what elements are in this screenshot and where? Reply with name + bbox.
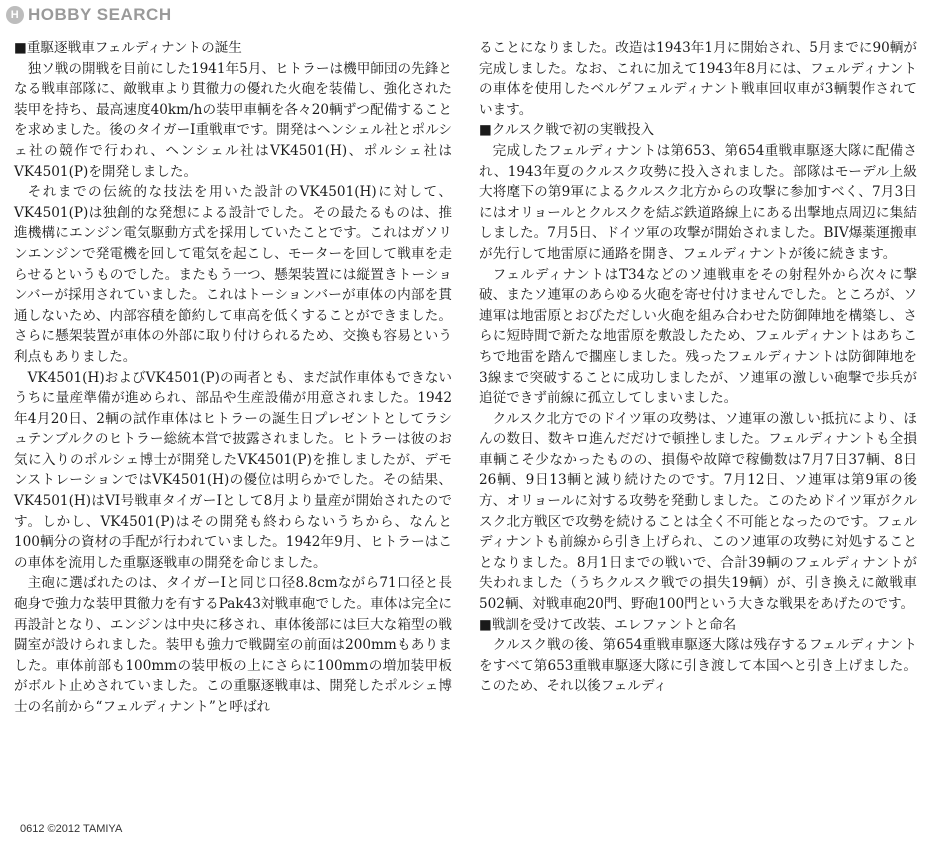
- section-heading-birth: ■ 重駆逐戦車フェルディナントの誕生: [14, 38, 452, 59]
- section-heading-elefant: ■ 戦訓を受けて改装、エレファントと命名: [479, 615, 917, 636]
- paragraph: クルスク戦の後、第654重戦車駆逐大隊は残存するフェルディナントをすべて第653重戦車駆逐大隊に引き渡して本国へと引き上げました。このため、それ以後フェルディ: [479, 637, 917, 695]
- paragraph: 主砲に選ばれたのは、タイガーIと同じ口径8.8cmながら71口径と長砲身で強力な装甲貫徹力を有するPak43対戦車砲でした。車体は完全に再設計となり、エンジンは中央に移され、車体後部には巨大な箱型の戦闘室が設けられました。装甲も強力で戦闘室の前面は200mmもありました。車体前部も100mmの装甲板の上にさらに100mmの増加装甲板がボルト止めされていました。この重駆逐戦車は、開発したポルシェ博士の名前から“フェルディナント”と呼ばれ: [14, 575, 452, 715]
- paragraph: 完成したフェルディナントは第653、第654重戦車駆逐大隊に配備され、1943年夏のクルスク攻勢に投入されました。部隊はモーデル上級大将麾下の第9軍によるクルスク北方からの攻撃に参加すべく、7月3日にはオリョールとクルスクを結ぶ鉄道路線上にある出撃地点周辺に集結しました。7月5日、ドイツ軍の攻撃が開始されました。BIV爆薬運搬車が先行して地雷原に通路を開き、フェルディナントが後に続きます。: [479, 142, 917, 262]
- paragraph: VK4501(H)およびVK4501(P)の両者とも、まだ試作車体もできないうちに量産準備が進められ、部品や生産設備が用意されました。1942年4月20日、2輌の試作車体はヒトラーの誕生日プレゼントとしてラシュテンブルクのヒトラー総統本営で披露されました。ヒトラーは彼のお気に入りのポルシェ博士が開発したVK4501(P)を推しましたが、デモンストレーションではVK4501(H)の優位は明らかでした。その結果、VK4501(H)はVI号戦車タイガーIとして8月より量産が開始されたのです。しかし、VK4501(P)はその開発も終わらないうちから、なんと100輌分の資材の手配が行われていました。1942年9月、ヒトラーはこの車体を流用した重駆逐戦車の開発を命じました。: [14, 369, 452, 571]
- paragraph: ることになりました。改造は1943年1月に開始され、5月までに90輌が完成しました。なお、これに加えて1943年8月には、フェルディナントの車体を使用したベルゲフェルディナント戦車回収車が3輌製作されています。: [479, 40, 917, 118]
- paragraph: フェルディナントはT34などのソ連戦車をその射程外から次々に撃破、またソ連軍のあらゆる火砲を寄せ付けませんでした。ところが、ソ連軍は地雷原とおびただしい火砲を組み合わせた防御陣地を構築し、さらに短時間で新たな地雷原を敷設したため、フェルディナントはあちこちで地雷を踏んで擱座しました。残ったフェルディナントは防御陣地を3線まで突破することに成功しましたが、ソ連軍の激しい砲撃で歩兵が追従できず前線に孤立してしまいました。: [479, 266, 917, 407]
- section-heading-kursk: ■ クルスク戦で初の実戦投入: [479, 120, 917, 141]
- left-column: [14, 38, 452, 718]
- hobby-search-logo: [6, 4, 172, 26]
- paragraph: それまでの伝統的な技法を用いた設計のVK4501(H)に対して、VK4501(P)は独創的な発想による設計でした。その最たるものは、推進機構にエンジン電気駆動方式を採用していたことです。これはガソリンエンジンで発電機を回して電気を起こし、モーターを回して戦車を走らせるというものでした。またもう一つ、懸架装置には縦置きトーションバーが採用されていました。これはトーションバーが車体の内部を貫通しないため、内部容積を節約して車高を低くすることができました。さらに懸架装置が車体の外部に取り付けられるため、交換も容易という利点もありました。: [14, 184, 452, 365]
- logo-mark-icon: H: [6, 6, 24, 24]
- logo-text: HOBBY SEARCH: [28, 5, 172, 24]
- paragraph: 独ソ戦の開戦を目前にした1941年5月、ヒトラーは機甲師団の先鋒となる戦車部隊に、敵戦車より貫徹力の優れた火砲を装備し、強化された装甲を持ち、最高速度40km/hの装甲車輌を各々20輌ずつ配備することを求めました。後のタイガーI重戦車です。開発はヘンシェル社とポルシェ社の競作で行われ、ヘンシェル社はVK4501(H)、ポルシェ社はVK4501(P)を開発しました。: [14, 60, 452, 180]
- right-column: [479, 38, 917, 697]
- copyright-footer: 0612 ©2012 TAMIYA: [20, 823, 123, 835]
- paragraph: クルスク北方でのドイツ軍の攻勢は、ソ連軍の激しい抵抗により、ほんの数日、数キロ進んだだけで頓挫しました。フェルディナントも全損車輌こそ少なかったものの、損傷や故障で稼働数は7月7日37輌、8日26輌、9日13輌と減り続けたのです。7月12日、ソ連軍は第9軍の後方、オリョールに対する攻勢を発動しました。このためドイツ軍がクルスク北方戦区で攻勢を続けることは全く不可能となったのです。フェルディナントも前線から引き上げられ、このソ連軍の攻勢に対処することとなりました。8月1日までの戦いで、合計39輌のフェルディナントが失われました（うちクルスク戦での損失19輌）が、引き換えに敵戦車502輌、対戦車砲20門、野砲100門という大きな戦果をあげたのです。: [479, 410, 917, 613]
